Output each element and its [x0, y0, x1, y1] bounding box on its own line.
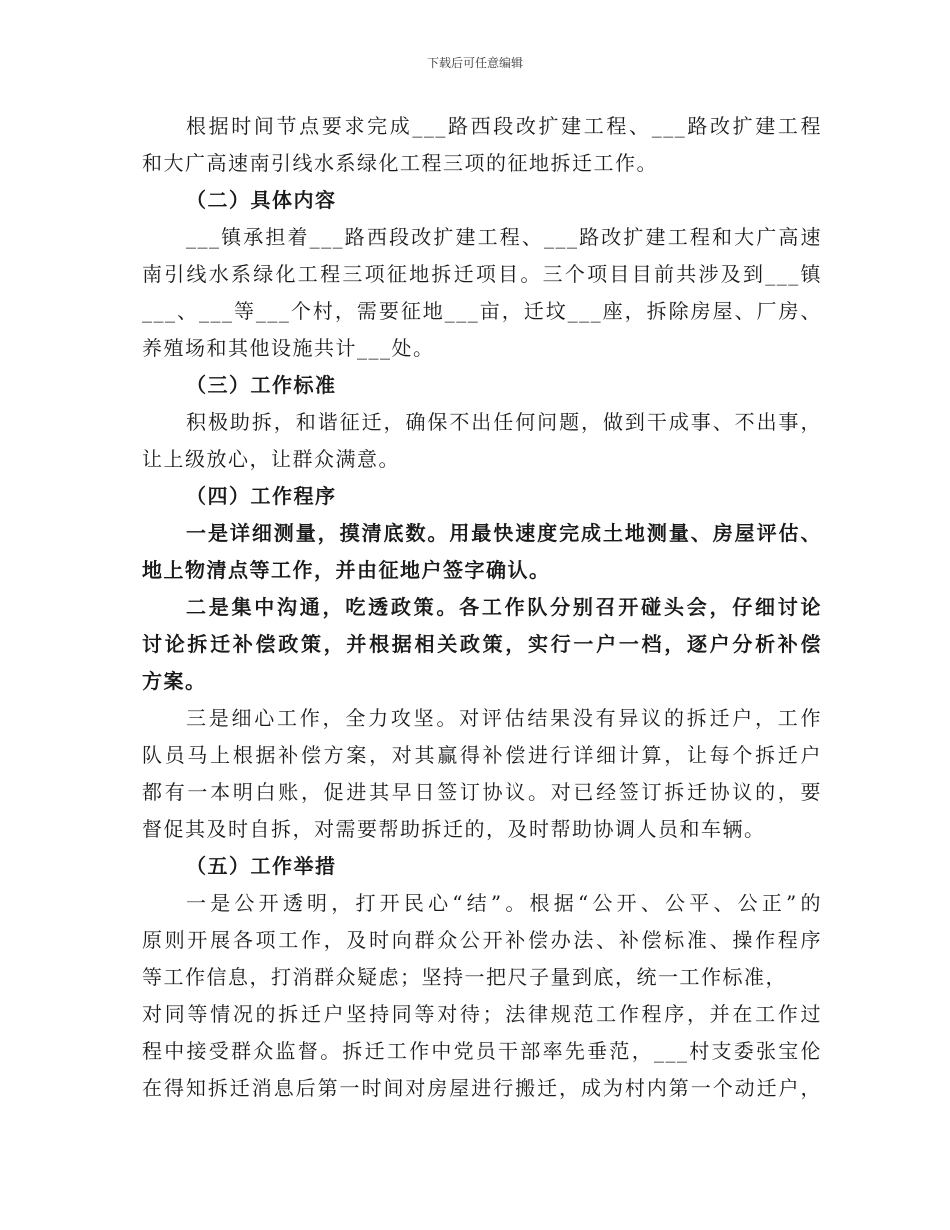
paragraph-line: 对同等情况的拆迁户坚持同等对待；法律规范工作程序，并在工作过	[142, 1002, 822, 1026]
paragraph-line-bold: 方案。	[142, 669, 207, 693]
section-heading: （二）具体内容	[186, 188, 337, 212]
paragraph-line: 三是细心工作，全力攻坚。对评估结果没有异议的拆迁户，工作	[186, 706, 822, 730]
section-heading: （五）工作举措	[186, 854, 337, 878]
paragraph-line-bold: 二是集中沟通，吃透政策。各工作队分别召开碰头会，仔细讨论	[186, 595, 822, 619]
page-header: 下载后可任意编辑	[426, 56, 523, 70]
paragraph-line: 程中接受群众监督。拆迁工作中党员干部率先垂范，___村支委张宝伦	[142, 1039, 822, 1063]
paragraph-line: 和大广高速南引线水系绿化工程三项的征地拆迁工作。	[142, 151, 658, 175]
paragraph-line: 养殖场和其他设施共计___处。	[142, 336, 435, 360]
paragraph-line: 队员马上根据补偿方案，对其赢得补偿进行详细计算，让每个拆迁户	[142, 743, 822, 767]
paragraph-line: ___、___等___个村，需要征地___亩，迁坟___座，拆除房屋、厂房、	[142, 299, 822, 323]
paragraph-line: 等工作信息，打消群众疑虑；坚持一把尺子量到底，统一工作标准，	[142, 965, 787, 989]
paragraph-line: 原则开展各项工作，及时向群众公开补偿办法、补偿标准、操作程序	[142, 928, 822, 952]
paragraph-line: ___镇承担着___路西段改扩建工程、___路改扩建工程和大广高速	[186, 225, 822, 249]
paragraph-line-bold: 地上物清点等工作，并由征地户签字确认。	[142, 558, 551, 582]
paragraph-line-bold: 一是详细测量，摸清底数。用最快速度完成土地测量、房屋评估、	[186, 521, 822, 545]
paragraph-line: 在得知拆迁消息后第一时间对房屋进行搬迁，成为村内第一个动迁户，	[142, 1076, 822, 1100]
section-heading: （四）工作程序	[186, 484, 337, 508]
paragraph-line-bold: 讨论拆迁补偿政策，并根据相关政策，实行一户一档，逐户分析补偿	[142, 632, 822, 656]
paragraph-line: 都有一本明白账，促进其早日签订协议。对已经签订拆迁协议的，要	[142, 780, 822, 804]
paragraph-line: 根据时间节点要求完成___路西段改扩建工程、___路改扩建工程	[186, 114, 822, 138]
section-heading: （三）工作标准	[186, 373, 337, 397]
document-body	[142, 108, 822, 1107]
paragraph-line: 南引线水系绿化工程三项征地拆迁项目。三个项目目前共涉及到___镇	[142, 262, 822, 286]
paragraph-line: 督促其及时自拆，对需要帮助拆迁的，及时帮助协调人员和车辆。	[142, 817, 766, 841]
paragraph-line: 积极助拆，和谐征迁，确保不出任何问题，做到干成事、不出事，	[186, 410, 822, 434]
paragraph-line: 让上级放心，让群众满意。	[142, 447, 400, 471]
paragraph-line: 一是公开透明，打开民心“结”。根据“公开、公平、公正”的	[186, 891, 822, 915]
